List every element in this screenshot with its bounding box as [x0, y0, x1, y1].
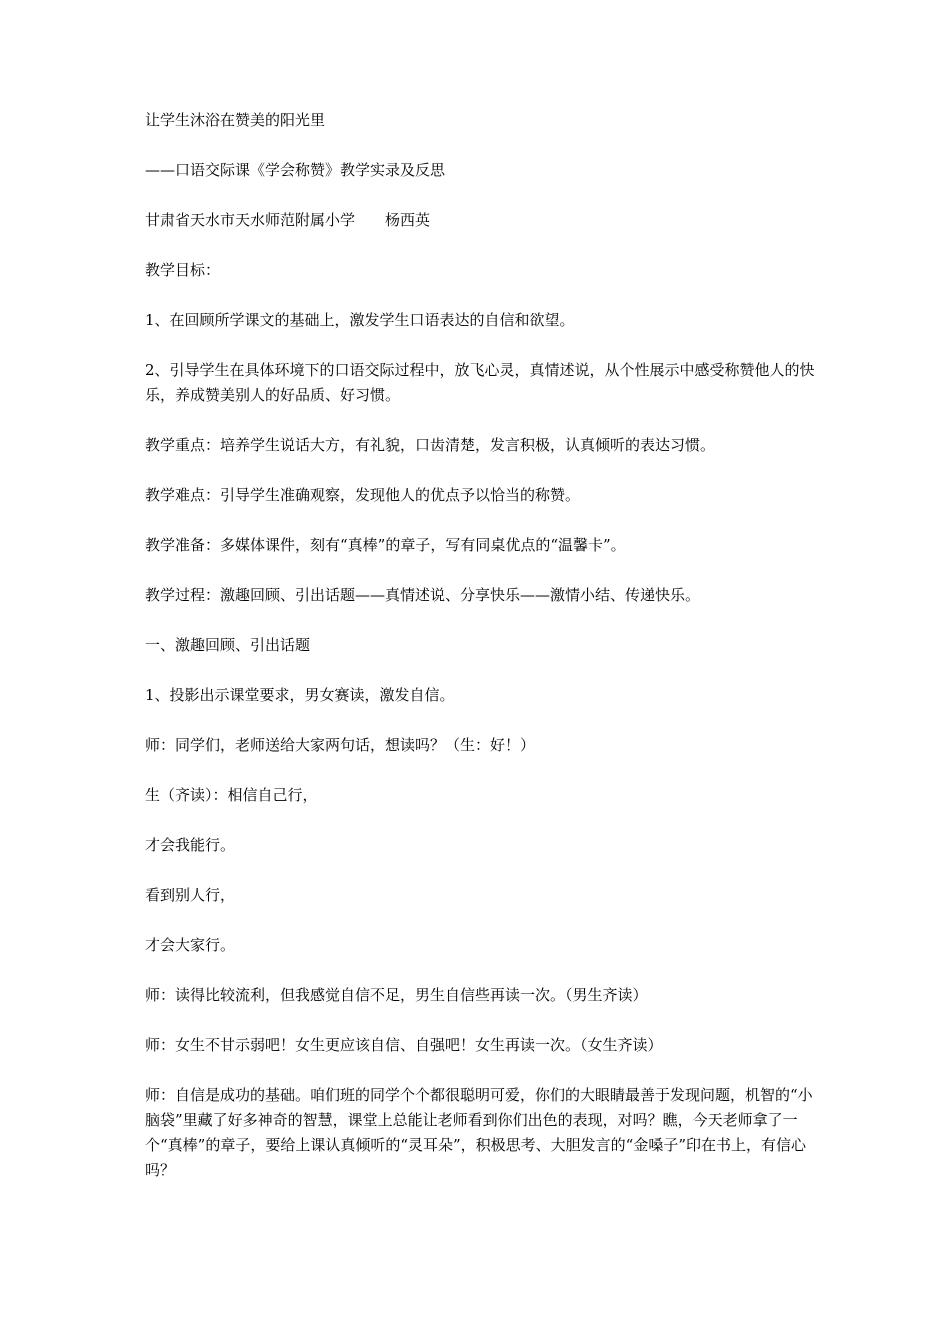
- preparation: 教学准备：多媒体课件，刻有“真棒”的章子，写有同桌优点的“温馨卡”。: [145, 536, 626, 554]
- dialogue-line: 师：读得比较流利，但我感觉自信不足，男生自信些再读一次。（男生齐读）: [145, 986, 648, 1004]
- dialogue-line: 师：同学们，老师送给大家两句话，想读吗？（生：好！）: [145, 736, 536, 754]
- process: 教学过程：激趣回顾、引出话题——真情述说、分享快乐——激情小结、传递快乐。: [145, 586, 701, 604]
- dialogue-line: 师：自信是成功的基础。咱们班的同学个个都很聪明可爱，你们的大眼睛最善于发现问题，机智的“小脑袋”里藏了好多神奇的智慧，课堂上总能让老师看到你们出色的表现，对吗？瞧，今天老师拿了一个“真棒”的章子，要给上课认真倾听的“灵耳朵”，积极思考、大胆发言的“金嗓子”印在书上，有信心吗？: [145, 1086, 813, 1179]
- heading-objectives: 教学目标：: [145, 261, 221, 279]
- dialogue-line: 才会我能行。: [145, 836, 236, 854]
- dialogue-line: 才会大家行。: [145, 936, 236, 954]
- document-subtitle: ——口语交际课《学会称赞》教学实录及反思: [145, 161, 446, 179]
- difficult-points: 教学难点：引导学生准确观察，发现他人的优点予以恰当的称赞。: [145, 486, 581, 504]
- dialogue-line: 看到别人行，: [145, 886, 236, 904]
- dialogue-line: 师：女生不甘示弱吧！女生更应该自信、自强吧！女生再读一次。（女生齐读）: [145, 1036, 663, 1054]
- objective-1: 1、在回顾所学课文的基础上，激发学生口语表达的自信和欲望。: [145, 311, 575, 329]
- section-heading-1: 一、激趣回顾、引出话题: [145, 636, 311, 654]
- document-title: 让学生沐浴在赞美的阳光里: [145, 111, 326, 129]
- step-1: 1、投影出示课堂要求，男女赛读，激发自信。: [145, 686, 455, 704]
- objective-2: 2、引导学生在具体环境下的口语交际过程中，放飞心灵，真情述说，从个性展示中感受称赞他人的快乐，养成赞美别人的好品质、好习惯。: [145, 361, 815, 404]
- key-points: 教学重点：培养学生说话大方，有礼貌，口齿清楚，发言积极，认真倾听的表达习惯。: [145, 436, 716, 454]
- document-body: [145, 108, 815, 1208]
- document-author: 甘肃省天水市天水师范附属小学 杨西英: [145, 211, 431, 229]
- dialogue-line: 生（齐读）：相信自己行，: [145, 786, 318, 804]
